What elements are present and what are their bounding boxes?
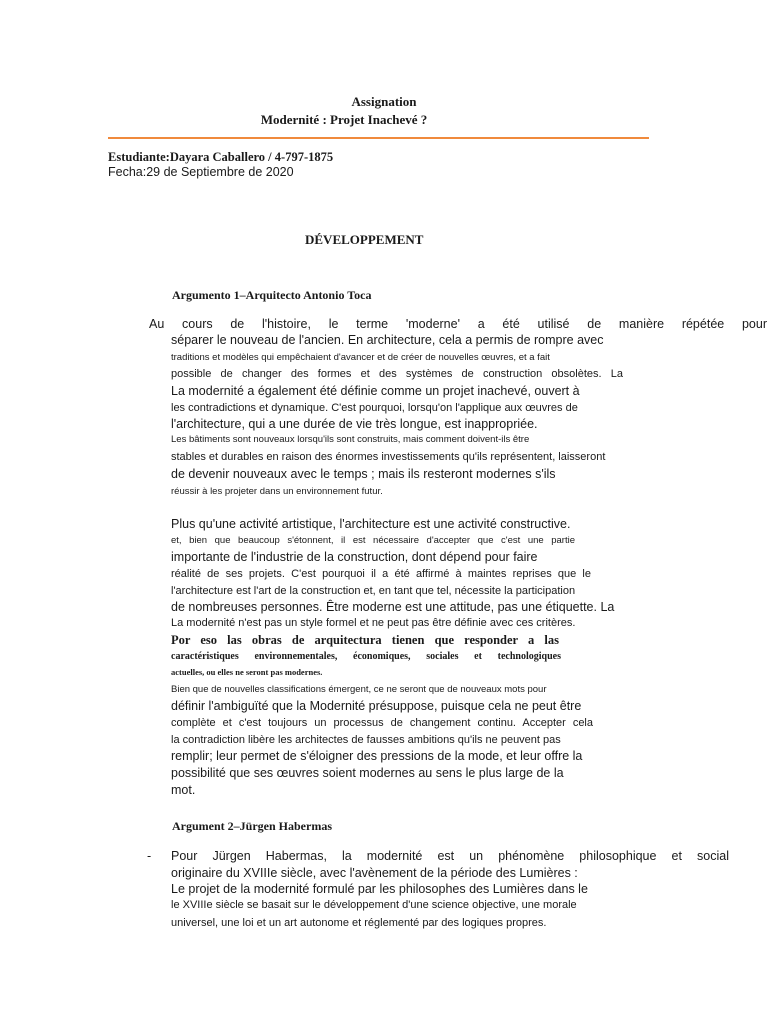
paragraph-line: Plus qu'une activité artistique, l'architecture est une activité constructive. xyxy=(171,517,571,531)
paragraph-line: caractéristiques environnementales, économiques, sociales et technologiques xyxy=(171,651,561,662)
paragraph-line: séparer le nouveau de l'ancien. En architecture, cela a permis de rompre avec xyxy=(171,333,604,347)
document-date: Fecha:29 de Septiembre de 2020 xyxy=(108,165,294,179)
section-title: DÉVELOPPEMENT xyxy=(305,232,424,247)
paragraph-line: universel, une loi et un art autonome et réglementé par des logiques propres. xyxy=(171,917,547,929)
paragraph-line: possible de changer des formes et des systèmes de construction obsolètes. La xyxy=(171,368,623,380)
paragraph-line: les contradictions et dynamique. C'est pourquoi, lorsqu'on l'applique aux œuvres de xyxy=(171,402,578,414)
paragraph-line: stables et durables en raison des énormes investissements qu'ils représentent, laisseront xyxy=(171,451,606,463)
paragraph-line: réussir à les projeter dans un environnement futur. xyxy=(171,486,383,497)
document-subtitle: Modernité : Projet Inachevé ? xyxy=(260,112,428,127)
document-title: Assignation xyxy=(351,94,417,109)
paragraph-line: mot. xyxy=(171,783,196,797)
paragraph-line: Le projet de la modernité formulé par les philosophes des Lumières dans le xyxy=(171,882,588,896)
paragraph-line: La modernité n'est pas un style formel et ne peut pas être définie avec ces critères. xyxy=(171,617,576,629)
paragraph-line: Pour Jürgen Habermas, la modernité est un phénomène philosophique et social xyxy=(171,849,729,863)
paragraph-line: le XVIIIe siècle se basait sur le développement d'une science objective, une morale xyxy=(171,899,577,911)
paragraph-line: de devenir nouveaux avec le temps ; mais ils resteront modernes s'ils xyxy=(171,467,556,481)
paragraph-line: importante de l'industrie de la construction, dont dépend pour faire xyxy=(171,550,538,564)
student-info: Estudiante:Dayara Caballero / 4-797-1875 xyxy=(108,150,334,164)
argument2-heading: Argument 2–Jürgen Habermas xyxy=(172,819,332,833)
paragraph-line: Les bâtiments sont nouveaux lorsqu'ils sont construits, mais comment doivent-ils être xyxy=(171,434,530,445)
paragraph-line: traditions et modèles qui empêchaient d'avancer et de créer de nouvelles œuvres, et a fait xyxy=(171,352,550,363)
paragraph-line: réalité de ses projets. C'est pourquoi il a été affirmé à maintes reprises que le xyxy=(171,568,591,580)
paragraph-line: Au cours de l'histoire, le terme 'moderne' a été utilisé de manière répétée pour xyxy=(149,317,767,331)
paragraph-line: Bien que de nouvelles classifications émergent, ce ne seront que de nouveaux mots pour xyxy=(171,684,547,695)
paragraph-line: Por eso las obras de arquitectura tienen que responder a las xyxy=(171,633,559,647)
paragraph-line: et, bien que beaucoup s'étonnent, il est nécessaire d'accepter que c'est une partie xyxy=(171,535,575,546)
paragraph-line: définir l'ambiguïté que la Modernité présuppose, puisque cela ne peut être xyxy=(171,699,582,713)
paragraph-line: La modernité a également été définie comme un projet inachevé, ouvert à xyxy=(171,384,580,398)
paragraph-line: l'architecture est l'art de la construction et, en tant que tel, nécessite la participation xyxy=(171,585,576,597)
argument1-heading: Argumento 1–Arquitecto Antonio Toca xyxy=(172,288,372,302)
paragraph-line: la contradiction libère les architectes de fausses ambitions qu'ils ne peuvent pas xyxy=(171,734,561,746)
paragraph-line: complète et c'est toujours un processus de changement continu. Accepter cela xyxy=(171,717,593,729)
paragraph-line: actuelles, ou elles ne seront pas modernes. xyxy=(171,667,323,677)
paragraph-line: originaire du XVIIIe siècle, avec l'avènement de la période des Lumières : xyxy=(171,866,578,880)
header-divider xyxy=(108,137,649,139)
paragraph-line: possibilité que ses œuvres soient modernes au sens le plus large de la xyxy=(171,766,564,780)
paragraph-line: de nombreuses personnes. Être moderne est une attitude, pas une étiquette. La xyxy=(171,600,615,614)
paragraph-line: l'architecture, qui a une durée de vie très longue, est inappropriée. xyxy=(171,417,538,431)
paragraph-line: remplir; leur permet de s'éloigner des pressions de la mode, et leur offre la xyxy=(171,749,583,763)
bullet-dash: - xyxy=(147,849,152,863)
